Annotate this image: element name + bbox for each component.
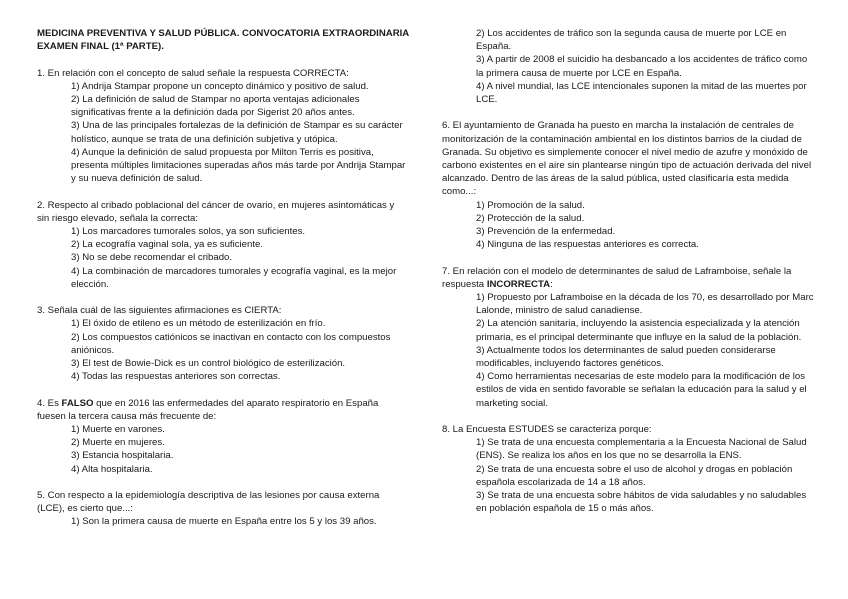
question-3-option-1: 1) El óxido de etileno es un método de esterilización en frío. <box>71 318 326 330</box>
question-6 <box>442 119 817 251</box>
right-column <box>442 27 817 515</box>
question-6-option-3: 3) Prevención de la enfermedad. <box>476 226 616 238</box>
question-7-option-2: 2) La atención sanitaria, incluyendo la asistencia especializada y la atención primaria, es el principal determinante que influye en la salud de la población. <box>476 318 802 343</box>
question-2-option-2: 2) La ecografía vaginal sola, ya es suficiente. <box>71 239 263 251</box>
left-column <box>37 27 409 529</box>
question-7-stem <box>442 265 817 291</box>
question-1 <box>37 67 409 186</box>
question-3-option-2: 2) Los compuestos catiónicos se inactivan en contacto con los compuestos aniónicos. <box>71 331 391 356</box>
question-8-option-2: 2) Se trata de una encuesta sobre el uso de alcohol y drogas en población española escolarizada de 14 a 18 años. <box>476 463 793 488</box>
exam-title: MEDICINA PREVENTIVA Y SALUD PÚBLICA. CONVOCATORIA EXTRAORDINARIA EXAMEN FINAL (1ª PARTE). <box>37 28 409 53</box>
question-1-option-2: 2) La definición de salud de Stampar no aporta ventajas adicionales significativas frente a la definición dada por Sigerist 20 años antes. <box>71 94 360 119</box>
question-3-option-3: 3) El test de Bowie-Dick es un control biológico de esterilización. <box>71 358 346 370</box>
question-2-option-1: 1) Los marcadores tumorales solos, ya son suficientes. <box>71 226 306 238</box>
question-4-option-3: 3) Estancia hospitalaria. <box>71 450 174 462</box>
question-4-stem <box>37 397 409 423</box>
question-4-option-4: 4) Alta hospitalaria. <box>71 463 153 475</box>
question-4 <box>37 397 409 476</box>
question-1-option-3: 3) Una de las principales fortalezas de la definición de Stampar es su carácter holístico, aunque se trata de una definición subjetiva y utópica. <box>71 120 403 145</box>
question-2-option-4: 4) La combinación de marcadores tumorales y ecografía vaginal, es la mejor elección. <box>71 265 397 290</box>
question-3-stem: 3. Señala cuál de las siguientes afirmaciones es CIERTA: <box>37 305 282 317</box>
question-5-option-1: 1) Son la primera causa de muerte en España entre los 5 y los 39 años. <box>71 516 377 528</box>
question-7-stem-start: 7. En relación con el modelo de determinantes de salud de Laframboise, señale la respuesta <box>442 265 792 290</box>
question-2-stem: 2. Respecto al cribado poblacional del cáncer de ovario, en mujeres asintomáticas y sin riesgo elevado, señala la correcta: <box>37 199 395 224</box>
question-7-option-4: 4) Como herramientas necesarias de este modelo para la modificación de los estilos de vida en sentido favorable se señalan la educación para la salud y el marketing social. <box>476 371 807 409</box>
question-7 <box>442 265 817 410</box>
question-3 <box>37 304 409 383</box>
question-6-option-4: 4) Ninguna de las respuestas anteriores es correcta. <box>476 239 699 251</box>
question-4-option-2: 2) Muerte en mujeres. <box>71 437 165 449</box>
question-5 <box>37 489 409 529</box>
question-1-option-1: 1) Andrija Stampar propone un concepto dinámico y positivo de salud. <box>71 80 369 92</box>
question-7-option-1: 1) Propuesto por Laframboise en la década de los 70, es desarrollado por Marc Lalonde, ministro de salud canadiense. <box>476 292 814 317</box>
question-2-option-3: 3) No se debe recomendar el cribado. <box>71 252 233 264</box>
question-5-option-3: 3) A partir de 2008 el suicidio ha desbancado a los accidentes de tráfico como la primera causa de muerte por LCE en España. <box>476 54 808 79</box>
question-7-stem-emphasis: INCORRECTA <box>486 278 551 290</box>
question-3-option-4: 4) Todas las respuestas anteriores son correctas. <box>71 371 281 383</box>
question-5-stem: 5. Con respecto a la epidemiología descriptiva de las lesiones por causa externa (LCE), es cierto que...: <box>37 490 380 515</box>
question-7-stem-end: : <box>550 278 553 290</box>
question-1-stem: 1. En relación con el concepto de salud señale la respuesta CORRECTA: <box>37 67 349 79</box>
question-8-option-3: 3) Se trata de una encuesta sobre hábitos de vida saludables y no saludables en población española de 15 o más años. <box>476 490 807 515</box>
question-4-option-1: 1) Muerte en varones. <box>71 424 165 436</box>
question-5-option-2: 2) Los accidentes de tráfico son la segunda causa de muerte por LCE en España. <box>476 28 787 53</box>
question-8-option-1: 1) Se trata de una encuesta complementaria a la Encuesta Nacional de Salud (ENS). Se realiza los años en los que no se desarrolla la ENS. <box>476 437 807 462</box>
question-8 <box>442 423 817 515</box>
question-4-stem-end: que en 2016 las enfermedades del aparato respiratorio en España fuesen la tercera causa más frecuente de: <box>37 397 379 422</box>
question-7-option-3: 3) Actualmente todos los determinantes de salud pueden considerarse modificables, incluyendo factores genéticos. <box>476 344 776 370</box>
question-1-option-4: 4) Aunque la definición de salud propuesta por Milton Terris es positiva, presenta múltiples limitaciones superadas años más tarde por Andrija Stampar y su nueva definición de salud. <box>71 146 406 185</box>
question-6-option-1: 1) Promoción de la salud. <box>476 199 585 211</box>
question-2 <box>37 199 409 291</box>
question-5-continued <box>442 27 817 106</box>
question-4-stem-start: 4. Es <box>37 397 62 409</box>
question-5-option-4: 4) A nivel mundial, las LCE intencionales suponen la mitad de las muertes por LCE. <box>476 80 807 106</box>
question-4-stem-emphasis: FALSO <box>61 397 94 409</box>
question-6-stem: 6. El ayuntamiento de Granada ha puesto en marcha la instalación de centrales de monitorización de la contaminación ambiental en los distintos barrios de la ciudad de Granada. Su objetivo es simplemente conocer el nivel medio de azufre y monóxido de carbono existentes en el aire sin plantearse ningún tipo de actuación derivada del nivel alcanzado. Dentro de las áreas de la salud pública, usted clasificaría esta medida como...: <box>442 120 812 198</box>
question-8-stem: 8. La Encuesta ESTUDES se caracteriza porque: <box>442 424 652 436</box>
question-6-option-2: 2) Protección de la salud. <box>476 212 585 224</box>
